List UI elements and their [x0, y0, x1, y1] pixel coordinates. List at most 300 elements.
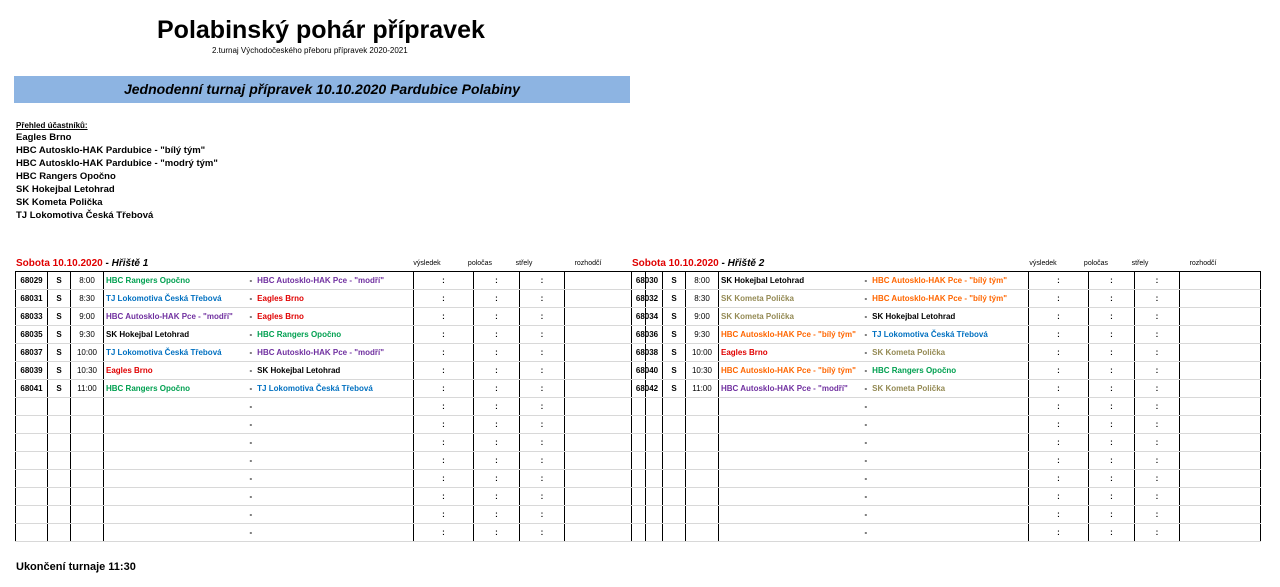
match-time	[686, 488, 719, 506]
match-referee	[1180, 416, 1261, 434]
match-id	[632, 524, 663, 542]
home-team	[104, 290, 248, 308]
away-team	[863, 524, 1029, 542]
empty-row	[16, 398, 646, 416]
home-team	[719, 308, 863, 326]
away-team-label: HBC Rangers Opočno	[872, 366, 957, 375]
match-halftime: :	[474, 308, 520, 326]
match-time: 10:00	[71, 344, 104, 362]
match-halftime: :	[1089, 272, 1135, 290]
empty-row	[632, 470, 1261, 488]
home-team	[104, 488, 248, 506]
away-team	[863, 398, 1029, 416]
away-team-label: TJ Lokomotiva Česká Třebová	[872, 330, 988, 339]
match-time: 8:30	[686, 290, 719, 308]
home-team-label: HBC Rangers Opočno	[106, 384, 191, 393]
home-team	[104, 272, 248, 290]
match-referee	[1180, 326, 1261, 344]
match-result: :	[1029, 506, 1089, 524]
match-halftime: :	[1089, 470, 1135, 488]
match-dash: -	[249, 294, 253, 303]
away-team	[863, 416, 1029, 434]
away-team-label: Eagles Brno	[257, 312, 304, 321]
match-halftime: :	[1089, 290, 1135, 308]
match-halftime: :	[474, 452, 520, 470]
match-time	[71, 416, 104, 434]
match-time	[71, 470, 104, 488]
home-team-label: TJ Lokomotiva Česká Třebová	[106, 294, 222, 303]
court-2-schedule	[631, 271, 1261, 542]
match-dash: -	[249, 348, 253, 357]
match-dash: -	[249, 366, 253, 375]
court-1-date: Sobota 10.10.2020	[16, 258, 103, 269]
participant-item: HBC Autosklo-HAK Pardubice - "modrý tým"	[16, 158, 218, 169]
empty-row	[16, 434, 646, 452]
match-result: :	[414, 362, 474, 380]
match-shots: :	[1135, 506, 1180, 524]
participant-item: HBC Autosklo-HAK Pardubice - "bílý tým"	[16, 145, 206, 156]
match-halftime: :	[1089, 326, 1135, 344]
home-team	[104, 470, 248, 488]
match-category	[663, 398, 686, 416]
match-result: :	[1029, 326, 1089, 344]
match-time: 8:00	[686, 272, 719, 290]
home-team	[104, 362, 248, 380]
away-team	[248, 398, 414, 416]
away-team-label: Eagles Brno	[257, 294, 304, 303]
home-team-label: HBC Autosklo-HAK Pce - "bílý tým"	[721, 366, 856, 375]
match-referee	[1180, 452, 1261, 470]
match-halftime: :	[474, 524, 520, 542]
match-id	[632, 488, 663, 506]
away-team-label: HBC Autosklo-HAK Pce - "bílý tým"	[872, 294, 1008, 303]
match-result: :	[1029, 290, 1089, 308]
col-half-1: poločas	[467, 260, 493, 267]
col-referee-2: rozhodčí	[1189, 260, 1217, 267]
match-row	[16, 362, 646, 380]
match-result: :	[414, 506, 474, 524]
match-shots: :	[520, 380, 565, 398]
match-shots: :	[520, 416, 565, 434]
home-team	[719, 488, 863, 506]
participant-item: SK Hokejbal Letohrad	[16, 184, 115, 195]
match-category	[48, 434, 71, 452]
away-team	[863, 506, 1029, 524]
match-result: :	[1029, 380, 1089, 398]
match-row	[16, 344, 646, 362]
match-time	[71, 398, 104, 416]
match-category	[48, 524, 71, 542]
match-time	[71, 506, 104, 524]
match-row	[632, 362, 1261, 380]
tournament-banner: Jednodenní turnaj přípravek 10.10.2020 Pardubice Polabiny	[14, 76, 630, 103]
match-dash: -	[249, 492, 253, 501]
match-category: S	[48, 380, 71, 398]
match-dash: -	[864, 276, 868, 285]
away-team	[863, 470, 1029, 488]
match-time: 8:30	[71, 290, 104, 308]
match-halftime: :	[474, 470, 520, 488]
match-category	[48, 398, 71, 416]
match-id	[16, 452, 48, 470]
home-team	[104, 344, 248, 362]
match-time	[686, 506, 719, 524]
away-team	[248, 452, 414, 470]
col-result-2: výsledek	[1029, 260, 1057, 267]
match-dash: -	[864, 492, 868, 501]
empty-row	[16, 524, 646, 542]
match-result: :	[414, 344, 474, 362]
match-halftime: :	[1089, 380, 1135, 398]
match-row	[632, 308, 1261, 326]
match-category	[48, 488, 71, 506]
match-id	[632, 470, 663, 488]
match-result: :	[1029, 362, 1089, 380]
match-id: 68042	[632, 380, 663, 398]
match-halftime: :	[474, 434, 520, 452]
home-team	[719, 452, 863, 470]
match-dash: -	[864, 348, 868, 357]
match-category	[48, 506, 71, 524]
match-shots: :	[520, 524, 565, 542]
match-result: :	[414, 398, 474, 416]
match-time	[686, 470, 719, 488]
col-half-2: poločas	[1083, 260, 1109, 267]
match-dash: -	[864, 366, 868, 375]
home-team	[719, 506, 863, 524]
match-id: 68032	[632, 290, 663, 308]
participants-list	[16, 131, 218, 222]
match-id: 68029	[16, 272, 48, 290]
home-team	[719, 344, 863, 362]
away-team	[863, 488, 1029, 506]
match-id: 68031	[16, 290, 48, 308]
match-dash: -	[864, 510, 868, 519]
court-2-name: Hřiště 2	[727, 258, 765, 269]
away-team	[248, 524, 414, 542]
match-referee	[1180, 524, 1261, 542]
match-shots: :	[1135, 416, 1180, 434]
match-referee	[1180, 434, 1261, 452]
match-result: :	[414, 272, 474, 290]
away-team	[248, 344, 414, 362]
match-category: S	[48, 362, 71, 380]
home-team-label: SK Hokejbal Letohrad	[721, 276, 805, 285]
match-dash: -	[249, 456, 253, 465]
match-referee	[1180, 308, 1261, 326]
match-halftime: :	[474, 344, 520, 362]
court-2-date: Sobota 10.10.2020	[632, 258, 719, 269]
court-2-header	[632, 257, 764, 270]
match-id: 68037	[16, 344, 48, 362]
match-category: S	[663, 272, 686, 290]
match-halftime: :	[474, 290, 520, 308]
away-team-label: SK Hokejbal Letohrad	[257, 366, 341, 375]
match-time	[686, 434, 719, 452]
home-team-label: SK Hokejbal Letohrad	[106, 330, 190, 339]
match-id	[16, 398, 48, 416]
away-team	[248, 434, 414, 452]
match-shots: :	[1135, 470, 1180, 488]
match-result: :	[1029, 344, 1089, 362]
empty-row	[16, 488, 646, 506]
away-team	[248, 488, 414, 506]
match-result: :	[1029, 416, 1089, 434]
match-halftime: :	[1089, 362, 1135, 380]
away-team-label: HBC Autosklo-HAK Pce - "modří"	[257, 348, 385, 357]
match-category: S	[663, 362, 686, 380]
match-dash: -	[864, 330, 868, 339]
match-time: 8:00	[71, 272, 104, 290]
match-id: 68036	[632, 326, 663, 344]
match-halftime: :	[1089, 398, 1135, 416]
match-referee	[1180, 506, 1261, 524]
match-category: S	[663, 326, 686, 344]
match-row	[16, 272, 646, 290]
match-time: 9:00	[71, 308, 104, 326]
match-referee	[1180, 290, 1261, 308]
match-shots: :	[1135, 326, 1180, 344]
empty-row	[16, 452, 646, 470]
match-time: 10:30	[686, 362, 719, 380]
empty-row	[16, 470, 646, 488]
match-halftime: :	[474, 362, 520, 380]
match-time	[686, 452, 719, 470]
match-row	[16, 290, 646, 308]
match-halftime: :	[474, 380, 520, 398]
home-team-label: SK Kometa Polička	[721, 294, 794, 303]
match-shots: :	[1135, 452, 1180, 470]
match-id: 68039	[16, 362, 48, 380]
empty-row	[632, 506, 1261, 524]
match-result: :	[414, 524, 474, 542]
match-referee	[1180, 344, 1261, 362]
match-id	[16, 470, 48, 488]
court-2-sep: -	[718, 258, 728, 269]
col-result-1: výsledek	[413, 260, 441, 267]
match-referee	[1180, 488, 1261, 506]
match-halftime: :	[1089, 344, 1135, 362]
match-dash: -	[864, 420, 868, 429]
away-team-label: SK Kometa Polička	[872, 348, 946, 357]
match-halftime: :	[474, 488, 520, 506]
match-halftime: :	[474, 272, 520, 290]
match-time	[71, 452, 104, 470]
empty-row	[632, 434, 1261, 452]
match-time: 9:30	[71, 326, 104, 344]
match-category	[663, 434, 686, 452]
match-halftime: :	[1089, 488, 1135, 506]
home-team	[719, 416, 863, 434]
match-row	[632, 290, 1261, 308]
match-result: :	[414, 488, 474, 506]
empty-row	[632, 488, 1261, 506]
empty-row	[632, 416, 1261, 434]
match-dash: -	[249, 474, 253, 483]
home-team	[719, 272, 863, 290]
match-id	[16, 416, 48, 434]
empty-row	[632, 398, 1261, 416]
away-team	[863, 380, 1029, 398]
match-result: :	[414, 326, 474, 344]
match-dash: -	[249, 528, 253, 537]
match-halftime: :	[1089, 524, 1135, 542]
away-team-label: HBC Autosklo-HAK Pce - "modří"	[257, 276, 385, 285]
match-id: 68041	[16, 380, 48, 398]
away-team	[248, 272, 414, 290]
match-halftime: :	[1089, 416, 1135, 434]
match-shots: :	[1135, 434, 1180, 452]
match-category: S	[663, 380, 686, 398]
match-result: :	[414, 470, 474, 488]
away-team	[248, 506, 414, 524]
participant-item: TJ Lokomotiva Česká Třebová	[16, 210, 154, 221]
match-id: 68030	[632, 272, 663, 290]
match-time	[71, 524, 104, 542]
match-shots: :	[520, 326, 565, 344]
away-team	[248, 380, 414, 398]
match-result: :	[1029, 398, 1089, 416]
match-halftime: :	[474, 506, 520, 524]
match-shots: :	[520, 488, 565, 506]
match-dash: -	[864, 384, 868, 393]
home-team-label: Eagles Brno	[106, 366, 153, 375]
away-team	[863, 452, 1029, 470]
away-team	[863, 326, 1029, 344]
match-result: :	[414, 308, 474, 326]
away-team-label: HBC Autosklo-HAK Pce - "bílý tým"	[872, 276, 1008, 285]
match-shots: :	[1135, 362, 1180, 380]
match-time	[686, 398, 719, 416]
match-time: 9:00	[686, 308, 719, 326]
match-result: :	[1029, 434, 1089, 452]
home-team	[719, 326, 863, 344]
match-shots: :	[1135, 272, 1180, 290]
home-team	[719, 524, 863, 542]
match-shots: :	[520, 308, 565, 326]
match-shots: :	[520, 362, 565, 380]
away-team	[248, 416, 414, 434]
match-dash: -	[864, 474, 868, 483]
match-dash: -	[249, 402, 253, 411]
match-time: 9:30	[686, 326, 719, 344]
empty-row	[16, 416, 646, 434]
participants-heading: Přehled účastníků:	[16, 121, 88, 130]
match-category	[663, 506, 686, 524]
participant-item: Eagles Brno	[16, 132, 72, 143]
home-team	[719, 470, 863, 488]
away-team	[863, 362, 1029, 380]
match-result: :	[1029, 488, 1089, 506]
home-team	[104, 524, 248, 542]
match-id	[16, 506, 48, 524]
match-id	[632, 506, 663, 524]
match-row	[16, 326, 646, 344]
away-team-label: SK Hokejbal Letohrad	[872, 312, 956, 321]
match-result: :	[1029, 308, 1089, 326]
match-row	[16, 380, 646, 398]
match-id: 68033	[16, 308, 48, 326]
home-team	[104, 398, 248, 416]
match-halftime: :	[474, 398, 520, 416]
home-team	[719, 290, 863, 308]
away-team	[248, 308, 414, 326]
match-halftime: :	[1089, 434, 1135, 452]
away-team	[863, 272, 1029, 290]
match-result: :	[1029, 272, 1089, 290]
match-dash: -	[249, 276, 253, 285]
match-referee	[1180, 470, 1261, 488]
away-team-label: SK Kometa Polička	[872, 384, 946, 393]
match-id	[16, 434, 48, 452]
match-dash: -	[864, 456, 868, 465]
match-id: 68038	[632, 344, 663, 362]
home-team-label: TJ Lokomotiva Česká Třebová	[106, 348, 222, 357]
match-shots: :	[520, 452, 565, 470]
match-id: 68035	[16, 326, 48, 344]
match-category: S	[663, 344, 686, 362]
home-team	[104, 380, 248, 398]
match-dash: -	[249, 330, 253, 339]
home-team-label: Eagles Brno	[721, 348, 768, 357]
match-category	[48, 470, 71, 488]
match-row	[632, 272, 1261, 290]
home-team	[719, 380, 863, 398]
match-referee	[1180, 380, 1261, 398]
match-category: S	[48, 326, 71, 344]
match-dash: -	[249, 420, 253, 429]
match-halftime: :	[474, 416, 520, 434]
match-category: S	[663, 290, 686, 308]
match-category: S	[663, 308, 686, 326]
page-subtitle: 2.turnaj Východočeského přeboru přípravek 2020-2021	[212, 46, 408, 55]
match-shots: :	[1135, 308, 1180, 326]
match-category: S	[48, 272, 71, 290]
match-time	[686, 416, 719, 434]
match-result: :	[414, 290, 474, 308]
court-1-sep: -	[102, 258, 112, 269]
match-shots: :	[520, 506, 565, 524]
col-shots-1: střely	[515, 260, 533, 267]
match-id	[632, 452, 663, 470]
match-result: :	[1029, 452, 1089, 470]
match-shots: :	[1135, 344, 1180, 362]
match-halftime: :	[1089, 308, 1135, 326]
empty-row	[632, 524, 1261, 542]
home-team	[104, 308, 248, 326]
match-result: :	[414, 416, 474, 434]
match-category	[663, 524, 686, 542]
away-team	[863, 308, 1029, 326]
away-team	[248, 362, 414, 380]
match-time	[71, 488, 104, 506]
match-id	[632, 398, 663, 416]
match-dash: -	[864, 438, 868, 447]
away-team	[248, 326, 414, 344]
match-shots: :	[520, 290, 565, 308]
match-result: :	[1029, 524, 1089, 542]
home-team	[104, 506, 248, 524]
match-category	[663, 488, 686, 506]
match-result: :	[414, 452, 474, 470]
match-result: :	[1029, 470, 1089, 488]
match-dash: -	[864, 294, 868, 303]
home-team-label: HBC Rangers Opočno	[106, 276, 191, 285]
match-category	[663, 470, 686, 488]
match-result: :	[414, 434, 474, 452]
match-category	[663, 452, 686, 470]
court-1-schedule	[15, 271, 646, 542]
